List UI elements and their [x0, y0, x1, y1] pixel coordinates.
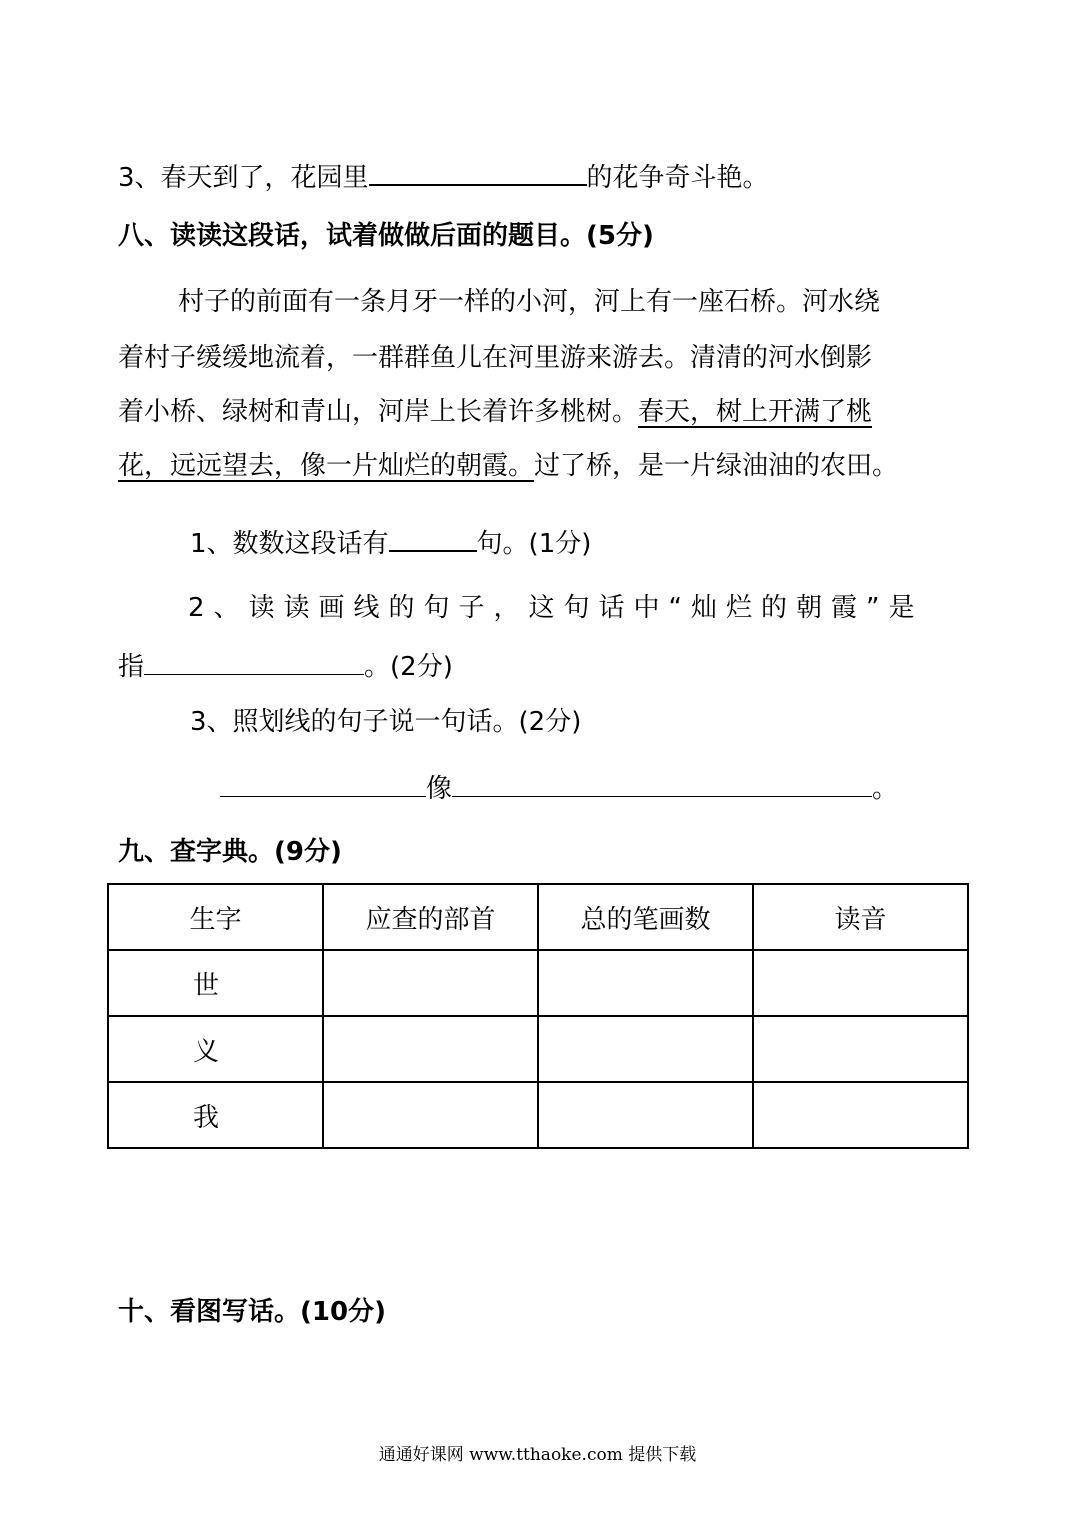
section-8-question-1: [190, 524, 591, 562]
passage-line-2: 着村子缓缓地流着，一群群鱼儿在河里游来游去。清清的河水倒影: [118, 343, 873, 373]
question-text: 。(2分): [364, 652, 453, 682]
passage-text: 过了桥，是一片绿油油的农田。: [534, 451, 899, 481]
character-cell: 义: [108, 1016, 323, 1082]
table-row: [108, 950, 968, 1016]
question-text: 3、春天到了，花园里: [118, 163, 369, 193]
answer-blank[interactable]: [144, 648, 364, 675]
section-8-question-3-answer: [220, 770, 898, 807]
underlined-sentence: 花，远远望去，像一片灿烂的朝霞。: [118, 451, 535, 481]
section-8-title: 八、读读这段话，试着做做后面的题目。(5分): [118, 221, 654, 251]
question-text: 像: [426, 774, 453, 804]
question-text: 。: [872, 774, 899, 804]
pronunciation-answer-cell[interactable]: [753, 950, 968, 1016]
question-text: 的花争奇斗艳。: [586, 163, 769, 193]
passage-line-4: [118, 448, 898, 484]
table-header: 生字: [108, 884, 323, 950]
passage-line-1: 村子的前面有一条月牙一样的小河，河上有一座石桥。河水绕: [178, 287, 881, 317]
stroke-count-answer-cell[interactable]: [538, 950, 753, 1016]
pronunciation-answer-cell[interactable]: [753, 1082, 968, 1148]
section-10-title: 十、看图写话。(10分): [118, 1297, 386, 1327]
fill-in-question-3: [118, 158, 769, 196]
page-footer: 通通好课网 www.tthaoke.com 提供下载: [378, 1445, 697, 1465]
section-9-title: 九、查字典。(9分): [118, 837, 342, 867]
radical-answer-cell[interactable]: [323, 950, 538, 1016]
table-row: [108, 1082, 968, 1148]
radical-answer-cell[interactable]: [323, 1016, 538, 1082]
question-text: 1、数数这段话有: [190, 529, 389, 559]
table-header: 应查的部首: [323, 884, 538, 950]
answer-blank[interactable]: [389, 524, 477, 552]
stroke-count-answer-cell[interactable]: [538, 1016, 753, 1082]
pronunciation-answer-cell[interactable]: [753, 1016, 968, 1082]
question-text: 指: [118, 652, 145, 682]
table-header: 总的笔画数: [538, 884, 753, 950]
table-row: [108, 1016, 968, 1082]
section-8-question-3: 3、照划线的句子说一句话。(2分): [190, 707, 582, 737]
character-cell: 我: [108, 1082, 323, 1148]
answer-blank[interactable]: [369, 158, 587, 186]
dictionary-table: [107, 883, 969, 1149]
answer-blank[interactable]: [452, 770, 872, 797]
underlined-sentence: 春天，树上开满了桃: [638, 397, 873, 427]
section-8-question-2-answer: [118, 648, 453, 685]
table-header-row: [108, 884, 968, 950]
answer-blank[interactable]: [220, 770, 426, 797]
passage-text: 着小桥、绿树和青山，河岸上长着许多桃树。: [118, 397, 639, 427]
passage-line-3: [118, 394, 872, 430]
character-cell: 世: [108, 950, 323, 1016]
section-8-question-2: 2、读读画线的句子，这句话中“灿烂的朝霞”是: [188, 593, 924, 623]
radical-answer-cell[interactable]: [323, 1082, 538, 1148]
stroke-count-answer-cell[interactable]: [538, 1082, 753, 1148]
question-text: 句。(1分): [476, 529, 592, 559]
table-header: 读音: [753, 884, 968, 950]
